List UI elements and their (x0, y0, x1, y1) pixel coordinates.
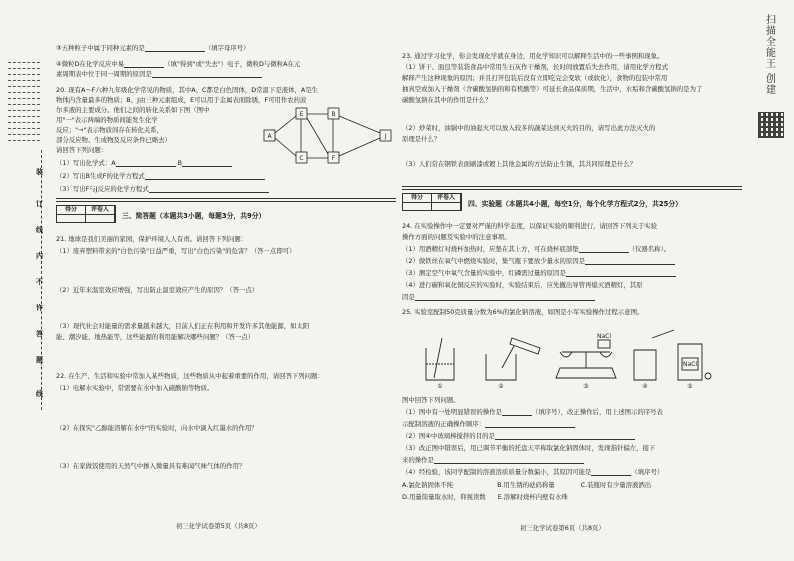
question-20-1: （1）写出化学式：A B (56, 159, 232, 167)
question-24-4a: （4）进行碳和氧化铜反应的实验时，实验结束后，应先撤出导管再熄灭酒精灯，其原 (402, 281, 643, 289)
question-22-3: （3）在家做饭使用的天然气中掺入微量具有难闻气味气体的作用？ (56, 462, 246, 470)
margin-dashed-mark (8, 122, 40, 127)
diagram-node-b: B (331, 111, 336, 118)
option-d: D.用量筒量取水时，仰视读数 (402, 493, 486, 501)
question-23-line-2: （1）饼干、面包等装袋食品中常用生石灰作干燥剂，长时间放置后失去作用，请用化学方程式 (402, 63, 669, 71)
question-19-4c: 素周期表中位于同一周期的原因是 (56, 70, 262, 78)
question-23-line-1: 23. 通过学习化学，你会发现化学就在身边，用化学知识可以解释生活中的一些事例和现象。 (402, 52, 664, 60)
question-20-2: （2）写出B生成F的化学方程式 (56, 172, 265, 180)
section-divider (56, 198, 396, 202)
question-24b: 操作方面的问题及实验中的注意事项。 (402, 233, 511, 241)
margin-dashed-mark (8, 128, 40, 133)
figure-number: ① (437, 383, 443, 388)
exam-page-5 (56, 0, 396, 561)
seal-line-char: 线 (36, 390, 43, 398)
margin-dashed-mark (8, 68, 40, 73)
question-21: 21. 地球是我们美丽的家园，保护环境人人有责。请回答下列问题： (56, 235, 248, 243)
question-25-options-2 (402, 493, 568, 501)
question-20-line-4: 用"一"表示两端的物质间能发生化学 (56, 116, 158, 124)
question-25-options-1 (402, 481, 651, 489)
question-22-2: （2）在探究"乙醇能溶解在水中"的实验时，向水中滴入红墨水的作用？ (56, 424, 258, 432)
question-23-2a: （2）炒菜时，油锅中的油起火可以放入较多的蔬菜达到灭火的目的，请写出此方法灭火的 (402, 124, 656, 132)
question-20-line-5: 反应；"→"表示物质间存在转化关系， (56, 126, 164, 134)
question-24-4b: 因是 (402, 293, 595, 301)
section-divider (402, 186, 742, 190)
question-23-line-5: 碳酸氢钠在其中的作用是什么？ (402, 96, 492, 104)
question-19-4a: ④微粒D在化学反应中易 （填"得到"或"失去"）电子，微粒D与微粒A在元 (56, 60, 301, 68)
question-25-3a: （3）改正图中错误后，用已调节平衡的托盘天平称取氯化钠固体时，发现指针偏左，接下 (402, 444, 656, 452)
section-3-title: 三、简答题（本题共3小题，每题3分，共9分） (122, 212, 266, 220)
figure-number: ④ (642, 383, 648, 388)
scanner-watermark (750, 0, 794, 561)
seal-line-char: 订 (36, 200, 43, 208)
score-label: 得分 (57, 206, 86, 222)
margin-dashed-mark (8, 86, 40, 91)
option-a: A.氯化钠固体不纯 (402, 481, 454, 489)
question-25: 25. 实验室配制50克质量分数为6%的氯化钠溶液，如图是小军实验操作过程示意图。 (402, 308, 644, 316)
margin-dashed-mark (8, 98, 40, 103)
exam-page-6 (402, 0, 742, 561)
seal-line-char: 装 (36, 168, 43, 176)
question-24-2: （2）做铁丝在氧气中燃烧实验时，集气瓶下要放少量水的原因是 (402, 257, 675, 265)
nacl-label-bottle: NaCl (682, 361, 698, 368)
question-23-line-4: 抽真空或加入干燥剂（含碳酸氢钠的和有机酸等）可延长食品保质期，生活中，水垢和含碳酸氢钠的是为了 (402, 85, 703, 93)
question-22: 22. 在生产、生活和实验中常加入某些物质，这些物质从中起着重要的作用，请回答下列问题： (56, 372, 324, 380)
question-21-3b: 能、潮汐能、地热能等，这些能源的利用能解决哪些问题？（答一点） (56, 333, 255, 341)
question-25-1c: 示配制溶液的正确操作顺序： (402, 420, 575, 428)
diagram-node-f: F (331, 155, 336, 162)
option-c: C.装瓶时有少量溶液洒出 (580, 481, 652, 489)
margin-dashed-mark (8, 110, 40, 115)
question-23-line-3: 解释产生这种现象的原因；并且打开包装后没有立即吃完会变软（或软化），食物的包装中常用 (402, 74, 668, 82)
question-20-line-2: 物体内含量最多的物质；B、J由三种元素组成，E可以用于金属表面除锈，F可用作农药波 (56, 96, 307, 104)
page-footer-right: 初三化学试卷第6页（共8页） (520, 524, 605, 532)
seal-line-char: 内 (36, 252, 43, 260)
seal-line-char: 线 (36, 226, 43, 234)
nacl-label-balance: NaCl (596, 333, 612, 340)
question-25-3b: 来的操作是 (402, 456, 584, 464)
question-25-2: （2）图④中玻璃棒搅拌的目的是 (402, 432, 635, 440)
scanner-app-name: 扫描全能王 创建 (763, 14, 775, 96)
margin-dashed-mark (8, 134, 40, 139)
binding-margin (0, 0, 50, 561)
figure-number: ③ (583, 383, 589, 388)
figure-number: ⑤ (687, 383, 693, 388)
question-25-4: （4）经检验，该同学配制的溶液溶质质量分数偏小，其原因可能是 （填序号） (402, 468, 664, 476)
question-23-2b: 原理是什么？ (402, 135, 441, 143)
question-21-1: （1）废弃塑料带来的"白色污染"日益严重，写出"白色污染"的危害？（答一点即可） (56, 247, 296, 255)
page-footer-left: 初三化学试卷第5页（共8页） (176, 522, 261, 530)
question-24-3: （3）测定空气中氧气含量的实验中，红磷需过量的原因是 (402, 269, 676, 277)
seal-line-char: 答 (36, 330, 43, 338)
grader-label: 评卷人 (86, 206, 115, 222)
apparatus-figure (416, 318, 716, 388)
option-b: B.用生锈的砝码称量 (497, 481, 555, 489)
score-box (402, 193, 462, 211)
reaction-diagram (260, 104, 396, 168)
question-20-line-6: 部分反应物、生成物及反应条件已略去） (56, 136, 172, 144)
question-20-line-7: 请回答下列问题： (56, 146, 108, 154)
question-22-1: （1）电解水实验中，常需要在水中加入硫酸钠等物质。 (56, 384, 214, 392)
margin-dashed-mark (8, 92, 40, 97)
margin-dashed-mark (8, 104, 40, 109)
question-21-2: （2）近年来温室效应增强，写出防止温室效应产生的原因？（答一点） (56, 286, 259, 294)
diagram-node-e: E (299, 111, 304, 118)
section-4-title: 四、实验题（本题共4小题，每空1分，每个化学方程式2分，共25分） (468, 200, 682, 208)
margin-dashed-mark (8, 62, 40, 67)
score-box (56, 205, 116, 223)
diagram-node-c: C (299, 155, 304, 162)
question-24-1: （1）用酒精灯对烧杯加热时，应垫在其上方，可在烧杯底部垫 （仪器名称）。 (402, 245, 671, 253)
question-20-line-1: 20. 现有A～F六种九年级化学常见的物质，其中A、C都是白色固体，D常温下是液体，A是生 (56, 86, 319, 94)
question-24a: 24. 在实验操作中一定要对严谨的科学态度，以保证实验的顺利进行，请回答下列关于实验 (402, 222, 658, 230)
score-label: 得分 (403, 194, 432, 210)
seal-line-char: 题 (36, 356, 43, 364)
question-25-intro: 图中回答下列问题。 (402, 396, 460, 404)
qr-code-icon (758, 112, 784, 138)
question-20-line-3: 尔多液的主要成分。他们之间的转化关系如下图（图中 (56, 106, 210, 114)
question-20-3: （3）写出F与J反应的化学方程式 (56, 185, 269, 193)
grader-label: 评卷人 (432, 194, 461, 210)
question-23-3: （3）人们常在钢铁表面刷漆或镀上其他金属的方法防止生锈，其共同原理是什么？ (402, 160, 637, 168)
margin-dashed-mark (8, 74, 40, 79)
question-25-1a: （1）图中有一处明显错误的操作是 （填序号），改正操作后，用上述图示的序号表 (402, 408, 663, 416)
margin-dashed-mark (8, 140, 40, 145)
question-21-3a: （3）现代社会对能量的需求量越来越大，目前人们正在利用和开发许多其他能源，如太阳 (56, 322, 310, 330)
question-19-3: ③五种粒子中属于同种元素的是 （填字母序号） (56, 44, 250, 52)
diagram-node-j: J (384, 133, 387, 140)
figure-number: ② (498, 383, 504, 388)
seal-line-char: 许 (36, 304, 43, 312)
seal-line-char: 不 (36, 278, 43, 286)
margin-dashed-mark (8, 80, 40, 85)
option-e: E.溶解时烧杯内壁有水珠 (497, 493, 568, 501)
diagram-node-a: A (267, 133, 272, 140)
margin-dashed-mark (8, 116, 40, 121)
